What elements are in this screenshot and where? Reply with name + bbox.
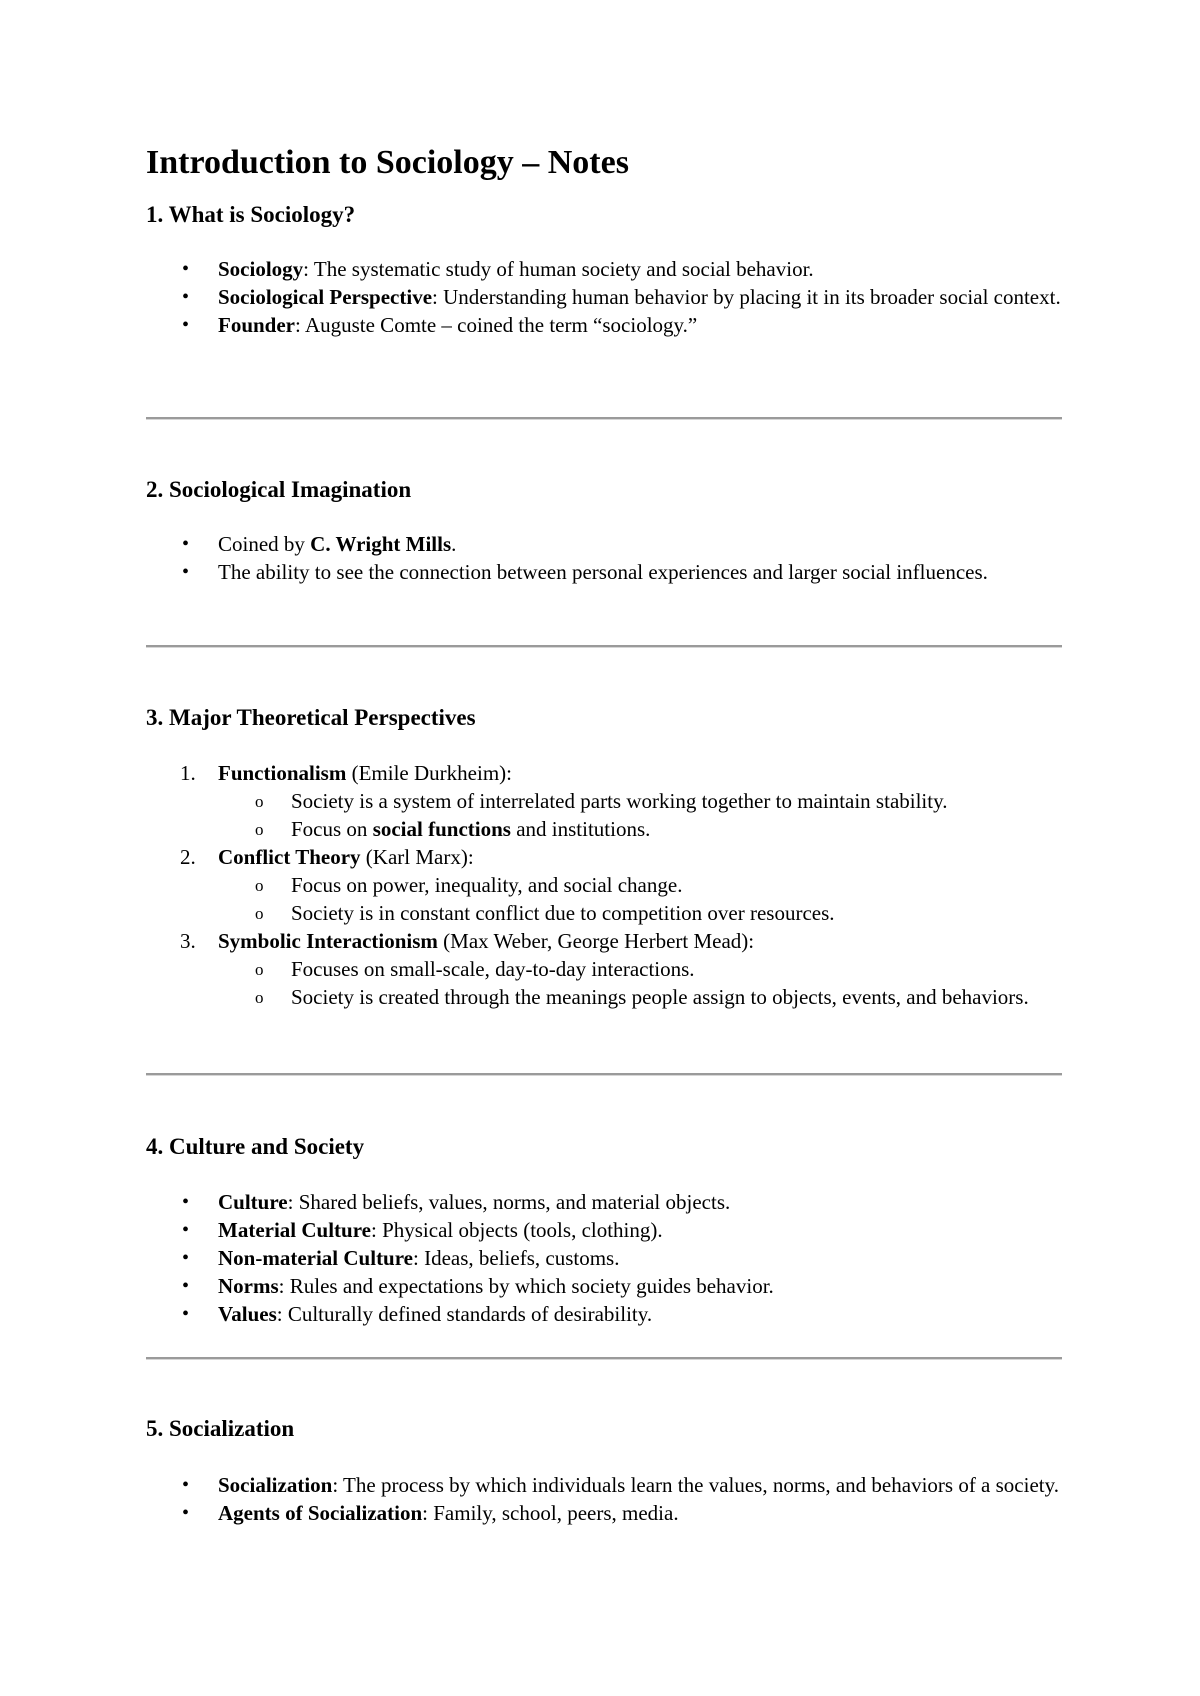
list-item xyxy=(182,558,1062,586)
list-item xyxy=(182,1499,1062,1527)
list-number: 2. xyxy=(180,845,196,869)
definition: : Family, school, peers, media. xyxy=(422,1501,679,1525)
section-heading-what-is-sociology: 1. What is Sociology? xyxy=(146,202,356,227)
definition: : Understanding human behavior by placing it in its broader social context. xyxy=(432,285,1061,309)
list-item xyxy=(182,1272,1062,1300)
definition: : Ideas, beliefs, customs. xyxy=(413,1246,620,1270)
term: social functions xyxy=(372,817,511,841)
bullet-icon: • xyxy=(182,1247,190,1269)
list-item xyxy=(182,255,1062,283)
list-item xyxy=(182,311,1062,339)
sub-list xyxy=(218,955,1062,1011)
sub-suffix: and institutions. xyxy=(510,817,651,841)
term: Conflict Theory xyxy=(218,845,361,869)
bullet-icon: • xyxy=(182,1219,190,1241)
bullet-icon: • xyxy=(182,314,190,336)
definition: : Physical objects (tools, clothing). xyxy=(371,1218,663,1242)
term: Norms xyxy=(218,1274,279,1298)
circle-bullet-icon: o xyxy=(255,960,264,979)
bullet-icon: • xyxy=(182,258,190,280)
section-2-list xyxy=(182,530,1062,586)
term: Founder xyxy=(218,313,296,337)
sub-prefix: Focus on xyxy=(291,817,373,841)
definition: : Shared beliefs, values, norms, and material objects. xyxy=(287,1190,731,1214)
term: Symbolic Interactionism xyxy=(218,929,438,953)
term: Culture xyxy=(218,1190,288,1214)
horizontal-rule xyxy=(146,645,1062,648)
term: C. Wright Mills xyxy=(310,532,452,556)
circle-bullet-icon: o xyxy=(255,820,264,839)
section-heading-theoretical-perspectives: 3. Major Theoretical Perspectives xyxy=(146,705,476,730)
horizontal-rule xyxy=(146,1073,1062,1076)
section-4-list xyxy=(182,1188,1062,1328)
bullet-icon: • xyxy=(182,1191,190,1213)
section-3-list xyxy=(180,759,1062,1011)
term: Agents of Socialization xyxy=(218,1501,423,1525)
sub-text: Focus on power, inequality, and social change. xyxy=(291,873,683,897)
term: Sociology xyxy=(218,257,304,281)
list-number: 1. xyxy=(180,761,196,785)
definition: : Rules and expectations by which society guides behavior. xyxy=(278,1274,774,1298)
list-item-symbolic-interactionism xyxy=(180,927,1062,1011)
sub-text: Society is a system of interrelated parts working together to maintain stability. xyxy=(291,789,948,813)
sub-text: Focuses on small-scale, day-to-day interactions. xyxy=(291,957,695,981)
term: Material Culture xyxy=(218,1218,371,1242)
section-1-list xyxy=(182,255,1062,339)
bullet-icon: • xyxy=(182,533,190,555)
list-item xyxy=(182,1216,1062,1244)
definition: : The process by which individuals learn the values, norms, and behaviors of a society. xyxy=(332,1473,1059,1497)
sub-list-item xyxy=(255,815,1062,843)
page-title: Introduction to Sociology – Notes xyxy=(146,144,629,181)
sub-list-item xyxy=(255,983,1062,1011)
list-number: 3. xyxy=(180,929,196,953)
horizontal-rule xyxy=(146,1357,1062,1360)
definition: : Culturally defined standards of desirability. xyxy=(276,1302,653,1326)
bullet-icon: • xyxy=(182,1502,190,1524)
item-prefix: Coined by xyxy=(218,532,311,556)
section-5-list xyxy=(182,1471,1062,1527)
list-item xyxy=(182,1188,1062,1216)
section-heading-socialization: 5. Socialization xyxy=(146,1416,295,1441)
attribution: (Emile Durkheim): xyxy=(346,761,512,785)
sub-list-item xyxy=(255,871,1062,899)
term: Non-material Culture xyxy=(218,1246,413,1270)
term: Sociological Perspective xyxy=(218,285,433,309)
list-item xyxy=(182,1244,1062,1272)
bullet-icon: • xyxy=(182,1474,190,1496)
term: Functionalism xyxy=(218,761,347,785)
sub-text: Society is in constant conflict due to competition over resources. xyxy=(291,901,835,925)
bullet-icon: • xyxy=(182,561,190,583)
list-item-functionalism xyxy=(180,759,1062,843)
circle-bullet-icon: o xyxy=(255,988,264,1007)
bullet-icon: • xyxy=(182,1303,190,1325)
sub-list-item xyxy=(255,899,1062,927)
list-item xyxy=(182,530,1062,558)
sub-list-item xyxy=(255,787,1062,815)
term: Values xyxy=(218,1302,277,1326)
circle-bullet-icon: o xyxy=(255,876,264,895)
section-heading-culture-and-society: 4. Culture and Society xyxy=(146,1134,365,1159)
list-item xyxy=(182,283,1062,311)
definition: : Auguste Comte – coined the term “sociology.” xyxy=(295,313,698,337)
term: Socialization xyxy=(218,1473,333,1497)
bullet-icon: • xyxy=(182,286,190,308)
sub-list xyxy=(218,871,1062,927)
section-heading-sociological-imagination: 2. Sociological Imagination xyxy=(146,477,412,502)
bullet-icon: • xyxy=(182,1275,190,1297)
sub-list xyxy=(218,787,1062,843)
list-item-conflict-theory xyxy=(180,843,1062,927)
horizontal-rule xyxy=(146,417,1062,420)
attribution: (Karl Marx): xyxy=(360,845,474,869)
list-item xyxy=(182,1471,1062,1499)
circle-bullet-icon: o xyxy=(255,792,264,811)
definition: The ability to see the connection between personal experiences and larger social influences. xyxy=(218,560,988,584)
circle-bullet-icon: o xyxy=(255,904,264,923)
definition: : The systematic study of human society and social behavior. xyxy=(303,257,814,281)
sub-list-item xyxy=(255,955,1062,983)
sub-text: Society is created through the meanings people assign to objects, events, and behaviors. xyxy=(291,985,1029,1009)
item-suffix: . xyxy=(451,532,457,556)
attribution: (Max Weber, George Herbert Mead): xyxy=(437,929,755,953)
list-item xyxy=(182,1300,1062,1328)
